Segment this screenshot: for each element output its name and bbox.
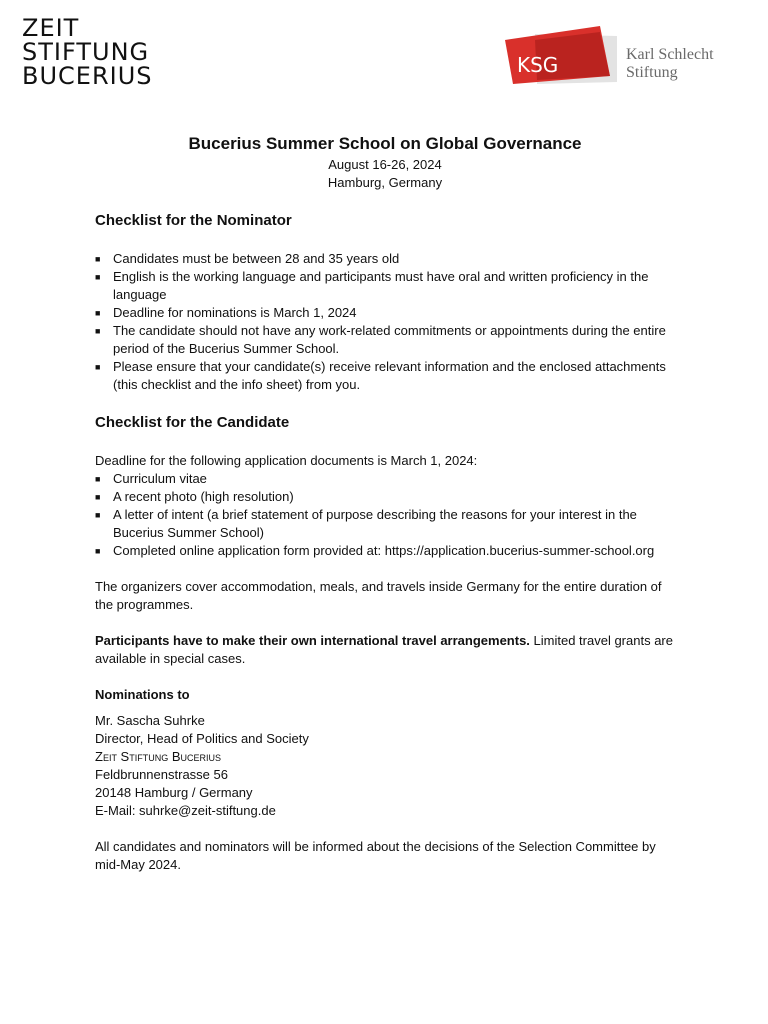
organizers-paragraph: The organizers cover accommodation, meals, and travels inside Germany for the entire duration of the programmes. <box>95 579 662 612</box>
contact-city: 20148 Hamburg / Germany <box>95 785 253 800</box>
travel-paragraph <box>95 632 680 668</box>
contact-email: E-Mail: suhrke@zeit-stiftung.de <box>95 803 276 818</box>
ksg-logo <box>505 26 735 86</box>
list-item: ■ A letter of intent (a brief statement of purpose describing the reasons for your interest in the Bucerius Summer School) <box>95 507 637 540</box>
logo-line-2: STIFTUNG <box>22 38 150 66</box>
contact-street: Feldbrunnenstrasse 56 <box>95 767 228 782</box>
travel-rest-text: Limited travel grants are available in special cases. <box>95 633 673 666</box>
event-location: Hamburg, Germany <box>327 175 443 190</box>
list-item: ■ The candidate should not have any work-related commitments or appointments during the entire period of the Bucerius Summer School. <box>95 323 666 356</box>
list-item: ■ Please ensure that your candidate(s) receive relevant information and the enclosed attachments (this checklist and the info sheet) from you. <box>95 359 666 392</box>
contact-role: Director, Head of Politics and Society <box>95 731 309 746</box>
bullet-icon: ■ <box>95 362 101 372</box>
logo-line-1: ZEIT <box>22 14 80 42</box>
candidate-heading: Checklist for the Candidate <box>95 414 290 431</box>
contact-organization: Zeit Stiftung Bucerius <box>95 749 222 764</box>
logo-line-3: BUCERIUS <box>22 62 153 90</box>
event-dates: August 16-26, 2024 <box>328 157 442 172</box>
bullet-icon: ■ <box>95 492 101 502</box>
ksg-mark-text: KSG <box>517 53 559 77</box>
list-item: ■ English is the working language and participants must have oral and written proficiency in the language <box>95 269 649 302</box>
closing-paragraph: All candidates and nominators will be informed about the decisions of the Selection Committee by mid-May 2024. <box>95 839 656 872</box>
document-title: Bucerius Summer School on Global Governance <box>188 134 582 153</box>
candidate-checklist <box>95 470 680 560</box>
document-body <box>95 134 680 874</box>
contact-name: Mr. Sascha Suhrke <box>95 713 205 728</box>
list-item: ■ Candidates must be between 28 and 35 years old <box>95 251 400 266</box>
candidate-intro: Deadline for the following application documents is March 1, 2024: <box>95 453 478 468</box>
nominations-address <box>95 712 680 820</box>
bullet-icon: ■ <box>95 510 101 520</box>
nominator-checklist <box>95 250 680 394</box>
ksg-name-line-2: Stiftung <box>626 64 678 81</box>
nominations-heading: Nominations to <box>95 687 190 702</box>
bullet-icon: ■ <box>95 326 101 336</box>
list-item: ■ A recent photo (high resolution) <box>95 489 294 504</box>
zeit-stiftung-logo <box>22 16 153 88</box>
bullet-icon: ■ <box>95 546 101 556</box>
bullet-icon: ■ <box>95 272 101 282</box>
bullet-icon: ■ <box>95 474 101 484</box>
ksg-mark-icon <box>505 26 620 86</box>
list-item: ■ Completed online application form provided at: https://application.bucerius-summer-school.org <box>95 543 655 558</box>
nominator-heading: Checklist for the Nominator <box>95 212 292 229</box>
bullet-icon: ■ <box>95 254 101 264</box>
ksg-name-line-1: Karl Schlecht <box>626 46 714 63</box>
bullet-icon: ■ <box>95 308 101 318</box>
list-item: ■ Curriculum vitae <box>95 471 207 486</box>
travel-bold-text: Participants have to make their own international travel arrangements. <box>95 633 530 648</box>
ksg-name <box>626 46 714 82</box>
list-item: ■ Deadline for nominations is March 1, 2024 <box>95 305 357 320</box>
